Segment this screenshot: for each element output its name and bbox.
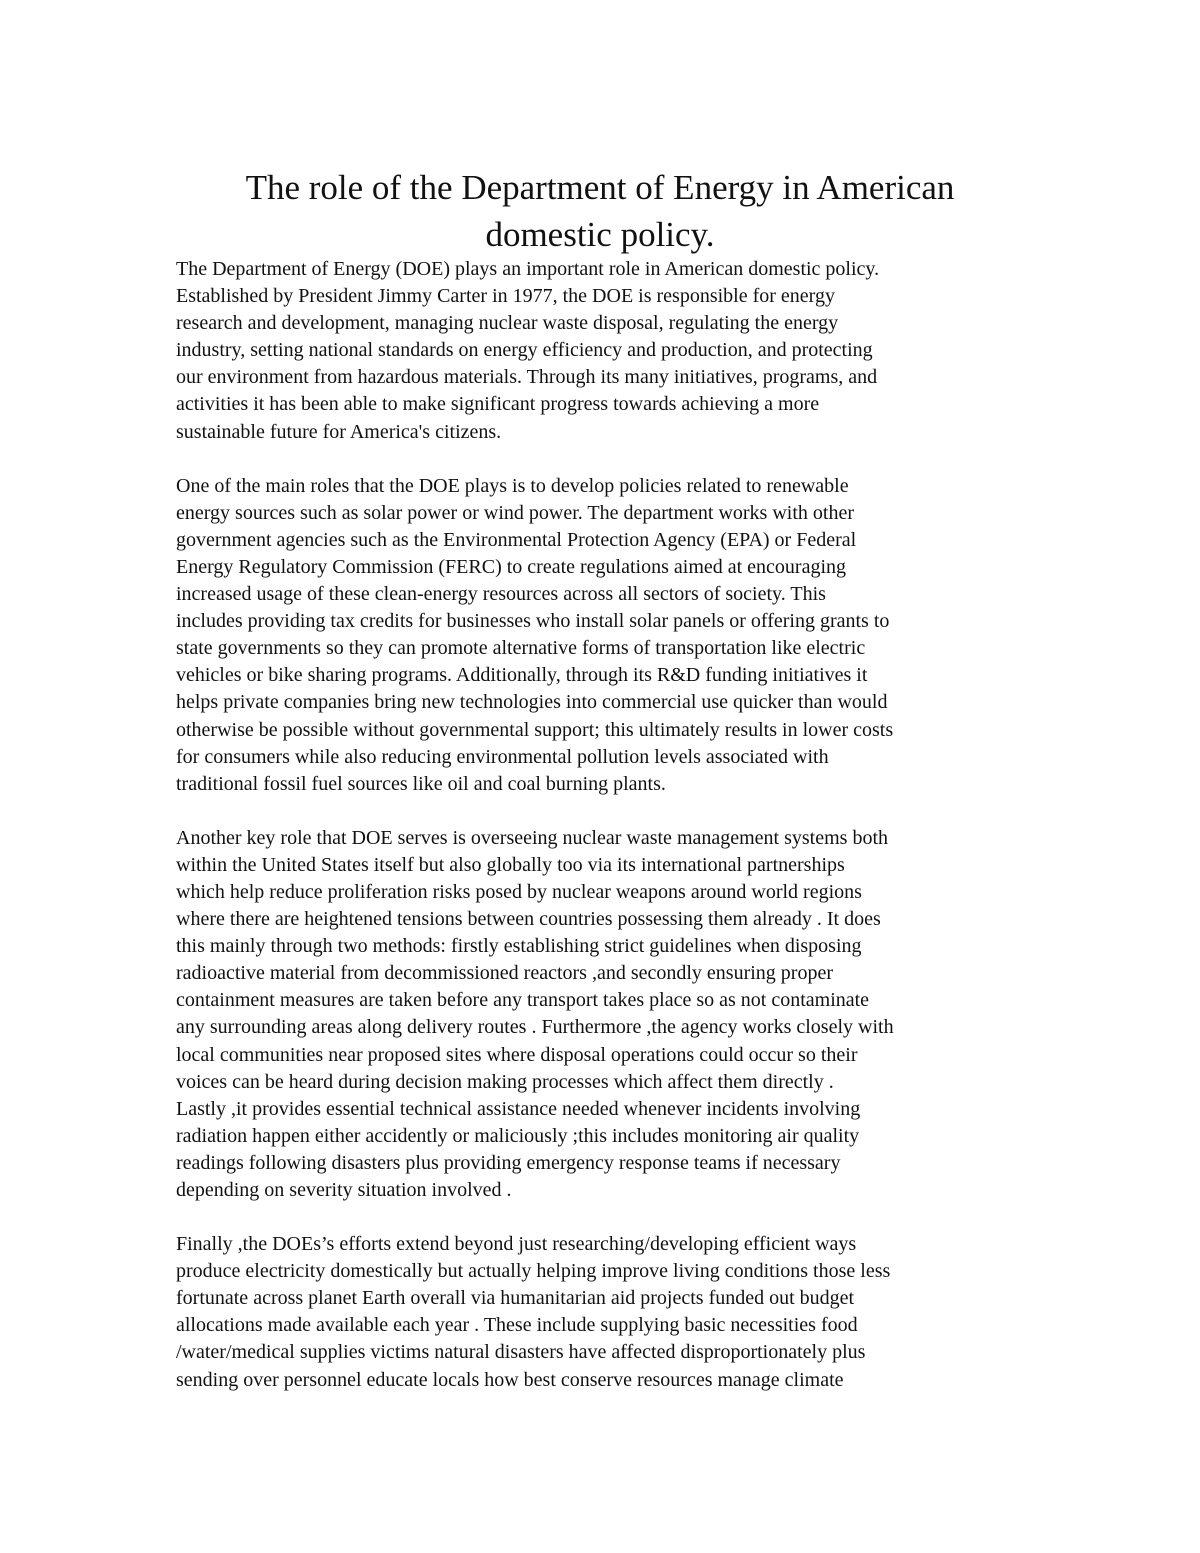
text-line: voices can be heard during decision making processes which affect them directly . xyxy=(176,1070,834,1093)
text-line: otherwise be possible without governmental support; this ultimately results in lower costs xyxy=(176,718,894,741)
text-line: One of the main roles that the DOE plays is to develop policies related to renewable xyxy=(176,474,849,497)
text-line: depending on severity situation involved . xyxy=(176,1179,512,1201)
document-body xyxy=(176,256,1026,1421)
text-line: Established by President Jimmy Carter in 1977, the DOE is responsible for energy xyxy=(176,285,835,308)
text-line: The Department of Energy (DOE) plays an important role in American domestic policy. xyxy=(176,258,880,280)
text-line: radioactive material from decommissioned reactors ,and secondly ensuring proper xyxy=(176,962,833,985)
text-line: within the United States itself but also globally too via its international partnerships xyxy=(176,853,845,876)
text-line: vehicles or bike sharing programs. Additionally, through its R&D funding initiatives it xyxy=(176,664,868,687)
text-line: activities it has been able to make significant progress towards achieving a more xyxy=(176,393,820,416)
text-line: Energy Regulatory Commission (FERC) to create regulations aimed at encouraging xyxy=(176,555,847,578)
text-line: energy sources such as solar power or wind power. The department works with other xyxy=(176,501,854,524)
text-line: /water/medical supplies victims natural disasters have affected disproportionately plus xyxy=(176,1341,866,1364)
text-line: for consumers while also reducing environmental pollution levels associated with xyxy=(176,745,829,768)
text-line: includes providing tax credits for businesses who install solar panels or offering grants to xyxy=(176,610,890,633)
document-title xyxy=(176,164,1024,258)
text-line: local communities near proposed sites where disposal operations could occur so their xyxy=(176,1043,858,1066)
text-line: traditional fossil fuel sources like oil and coal burning plants. xyxy=(176,772,666,795)
text-line: readings following disasters plus providing emergency response teams if necessary xyxy=(176,1151,841,1174)
title-line: The role of the Department of Energy in American xyxy=(245,168,955,207)
text-line: containment measures are taken before any transport takes place so as not contaminate xyxy=(176,989,870,1012)
text-line: allocations made available each year . These include supplying basic necessities food xyxy=(176,1314,858,1337)
text-line: radiation happen either accidently or maliciously ;this includes monitoring air quality xyxy=(176,1124,860,1147)
text-line: state governments so they can promote alternative forms of transportation like electric xyxy=(176,637,866,660)
text-line: which help reduce proliferation risks posed by nuclear weapons around world regions xyxy=(176,880,862,903)
text-line: helps private companies bring new technologies into commercial use quicker than would xyxy=(176,691,888,714)
paragraph-nuclear-waste xyxy=(176,825,1026,1204)
paragraph-renewable-energy xyxy=(176,473,1026,798)
text-line: Another key role that DOE serves is overseeing nuclear waste management systems both xyxy=(176,826,889,849)
paragraph-humanitarian xyxy=(176,1231,1026,1394)
title-line: domestic policy. xyxy=(485,215,715,254)
text-line: government agencies such as the Environmental Protection Agency (EPA) or Federal xyxy=(176,528,857,551)
text-line: industry, setting national standards on energy efficiency and production, and protecting xyxy=(176,339,873,362)
text-line: sending over personnel educate locals how best conserve resources manage climate xyxy=(176,1368,844,1391)
text-line: Lastly ,it provides essential technical assistance needed whenever incidents involving xyxy=(176,1097,861,1120)
text-line: fortunate across planet Earth overall via humanitarian aid projects funded out budget xyxy=(176,1287,855,1310)
text-line: where there are heightened tensions between countries possessing them already . It does xyxy=(176,908,881,931)
text-line: sustainable future for America's citizens. xyxy=(176,420,502,443)
text-line: this mainly through two methods: firstly establishing strict guidelines when disposing xyxy=(176,935,862,958)
text-line: increased usage of these clean-energy resources across all sectors of society. This xyxy=(176,583,826,606)
text-line: our environment from hazardous materials. Through its many initiatives, programs, and xyxy=(176,366,878,389)
text-line: produce electricity domestically but actually helping improve living conditions those less xyxy=(176,1260,891,1283)
text-line: Finally ,the DOEs’s efforts extend beyond just researching/developing efficient ways xyxy=(176,1233,857,1256)
text-line: research and development, managing nuclear waste disposal, regulating the energy xyxy=(176,312,839,335)
paragraph-intro xyxy=(176,256,1026,446)
text-line: any surrounding areas along delivery routes . Furthermore ,the agency works closely with xyxy=(176,1016,894,1039)
